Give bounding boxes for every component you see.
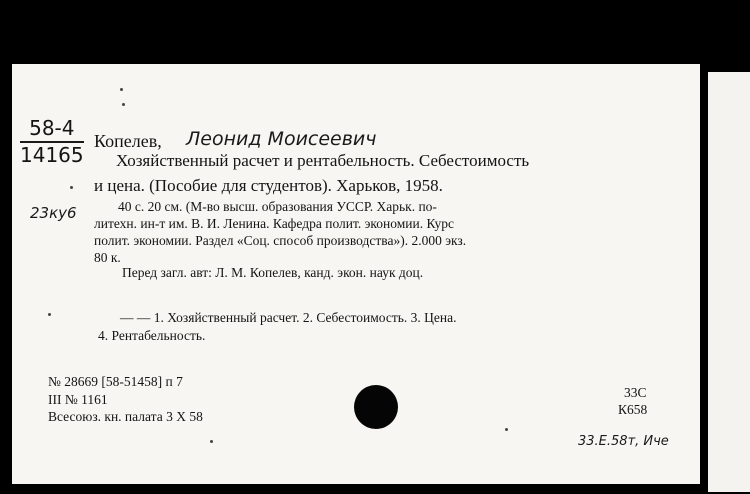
registration-line-2: III № 1161 xyxy=(48,392,108,407)
subjects-line-2: 4. Рентабельность. xyxy=(98,328,206,343)
call-number-bottom: 14165 xyxy=(20,143,84,167)
title-line-1: Хозяйственный расчет и рентабельность. Себестоимость xyxy=(116,151,530,170)
description-line-3: полит. экономии. Раздел «Соц. способ производства»). 2.000 экз. xyxy=(94,233,467,248)
bottom-handwritten-note: 33.Е.58т, Иче xyxy=(578,434,669,449)
side-mark: 23ку6 xyxy=(30,204,77,222)
title-line-2: и цена. (Пособие для студентов). Харьков, 1958. xyxy=(94,176,443,195)
call-number-top: 58-4 xyxy=(20,118,84,143)
speck xyxy=(210,440,213,443)
punch-hole xyxy=(354,385,398,429)
speck xyxy=(505,428,508,431)
class-code-1: 33С xyxy=(624,385,647,400)
call-number xyxy=(20,118,84,166)
speck xyxy=(70,186,73,189)
note-line: Перед загл. авт: Л. М. Копелев, канд. экон. наук доц. xyxy=(122,265,424,280)
registration-line-3: Всесоюз. кн. палата 3 X 58 xyxy=(48,409,203,424)
author-handwritten: Леонид Моисеевич xyxy=(186,128,377,150)
adjacent-card-edge xyxy=(708,72,750,492)
speck xyxy=(120,88,123,91)
speck xyxy=(48,313,51,316)
registration-line-1: № 28669 [58-51458] п 7 xyxy=(48,374,183,389)
speck xyxy=(122,103,125,106)
description-line-4: 80 к. xyxy=(94,250,121,265)
description-line-1: 40 с. 20 см. (М-во высш. образования УССР. Харьк. по- xyxy=(118,199,437,214)
description-line-2: литехн. ин-т им. В. И. Ленина. Кафедра полит. экономии. Курс xyxy=(94,216,454,231)
class-code-2: К658 xyxy=(618,402,648,417)
author-printed: Копелев, xyxy=(94,131,162,151)
subjects-line-1: — — 1. Хозяйственный расчет. 2. Себестоимость. 3. Цена. xyxy=(120,310,457,325)
